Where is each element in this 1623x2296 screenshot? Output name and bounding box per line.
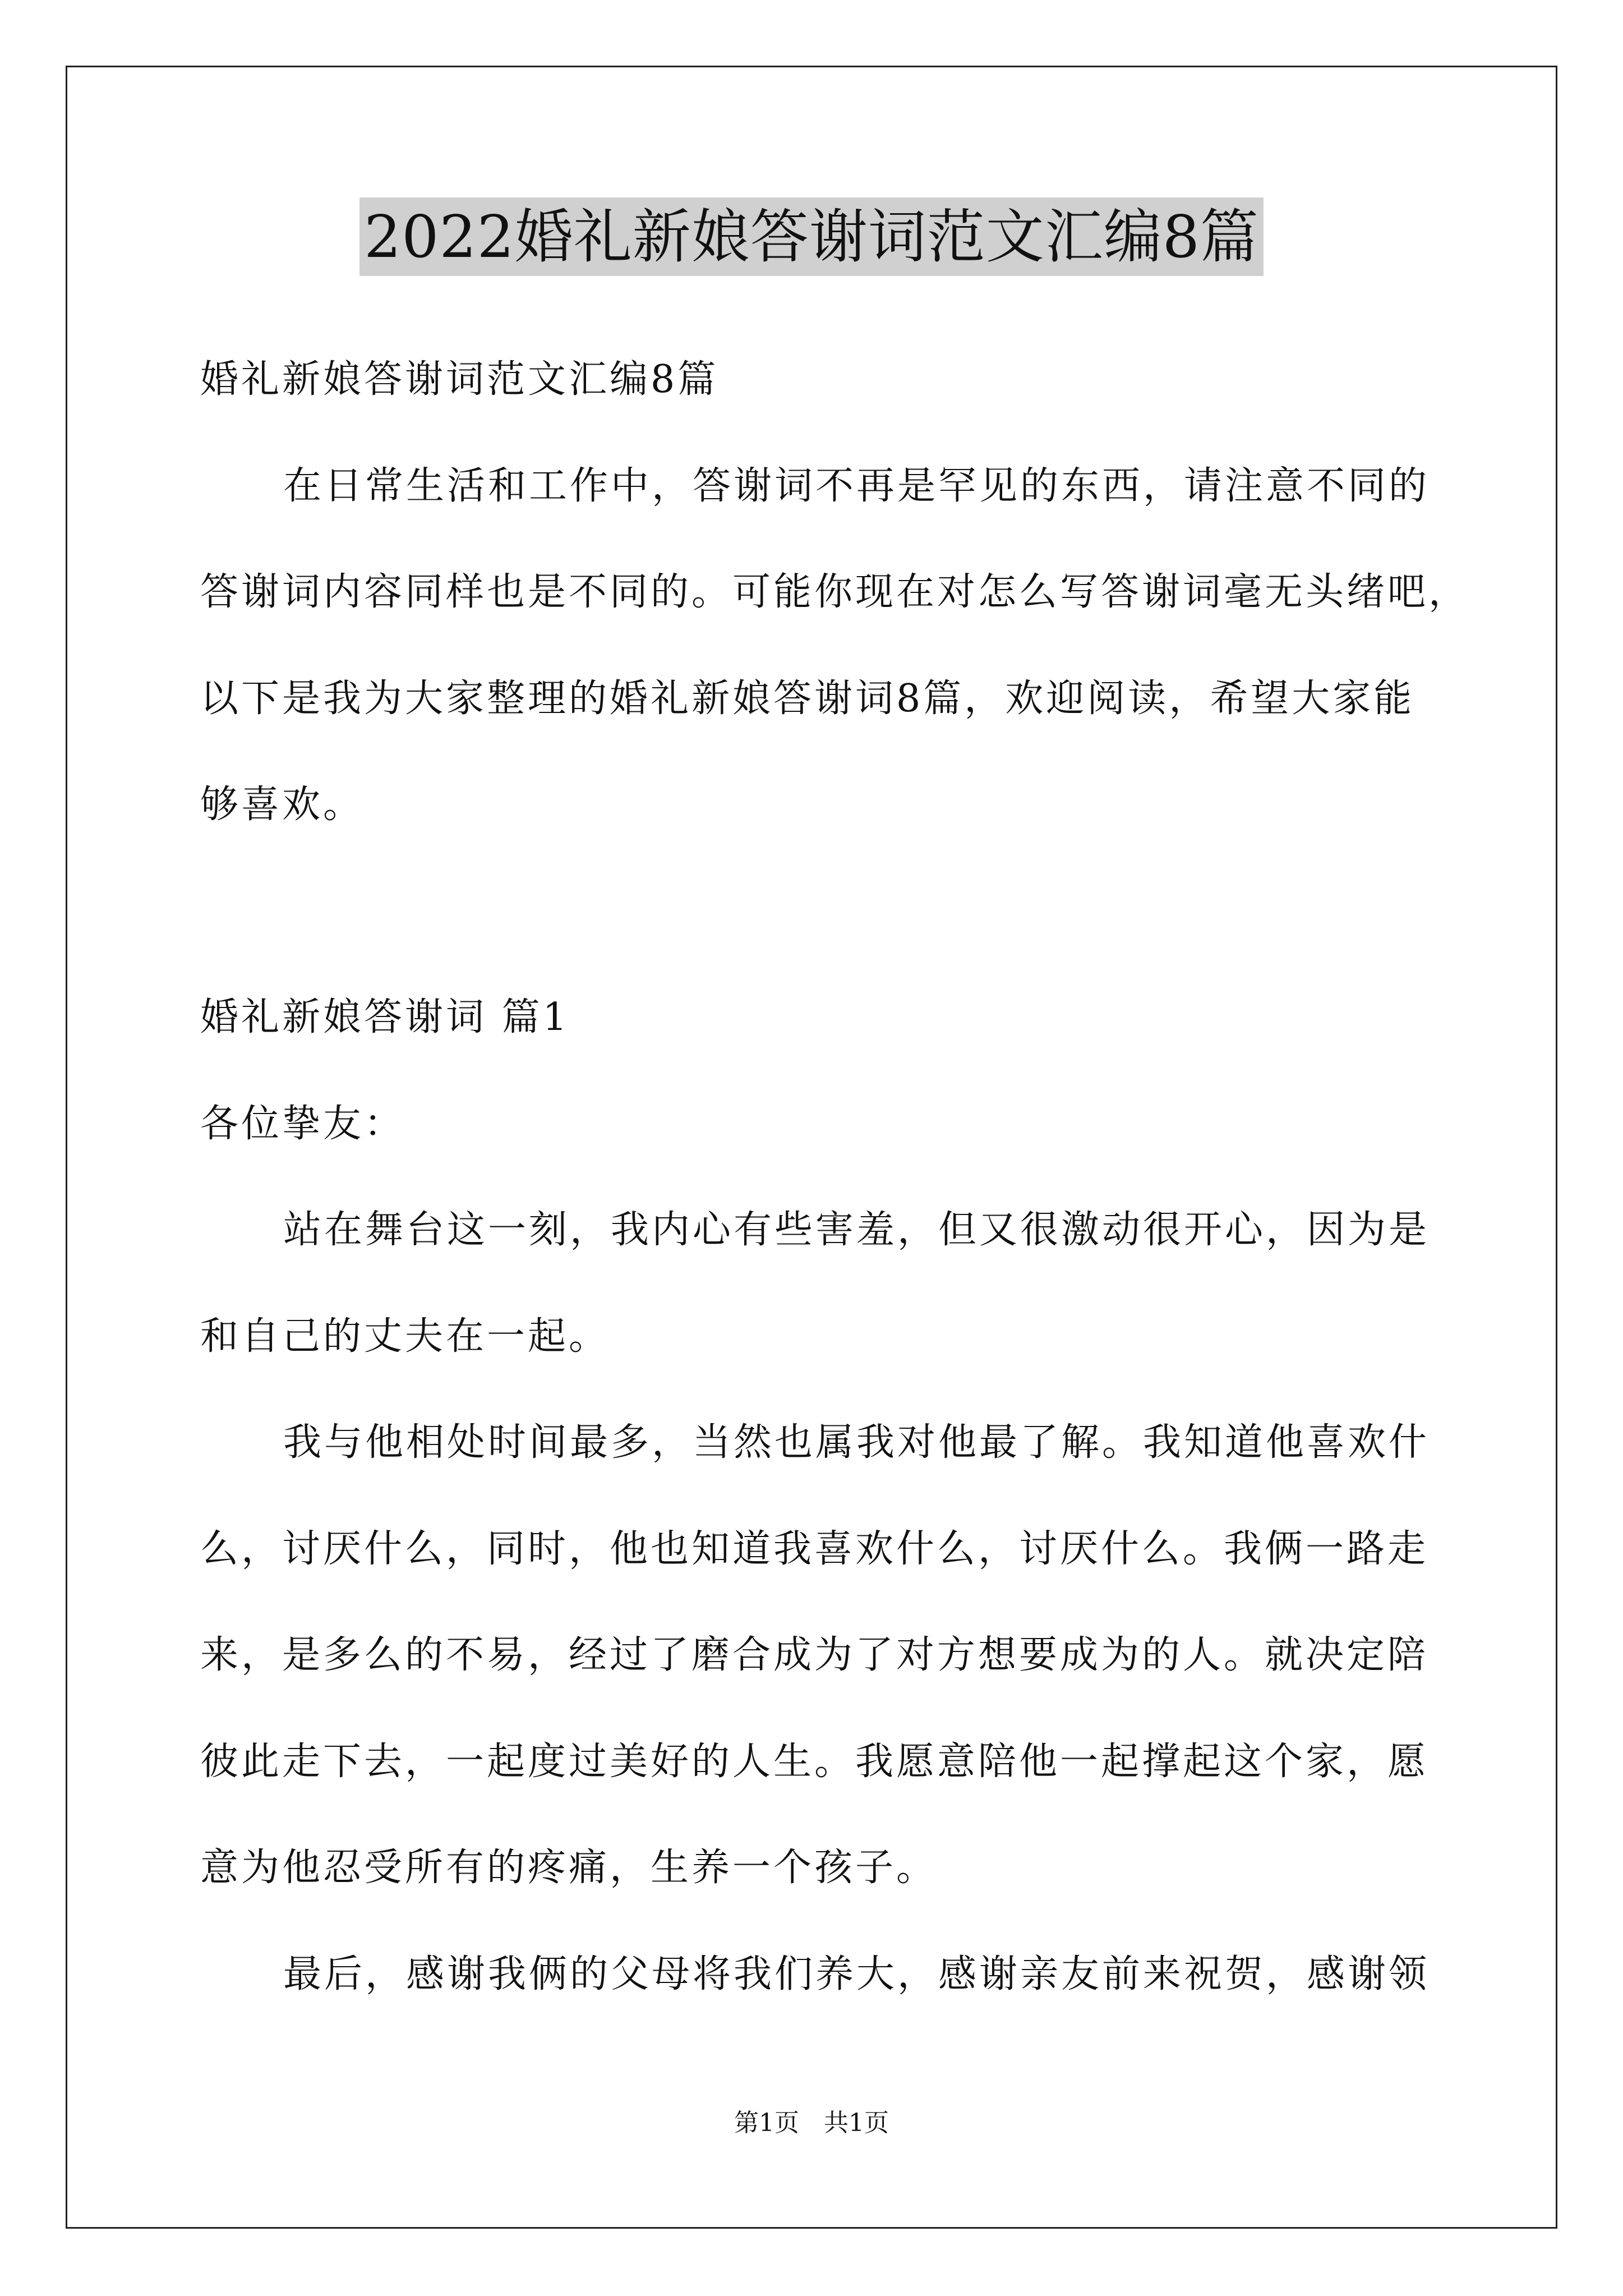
body-line: 答谢词内容同样也是不同的。可能你现在对怎么写答谢词毫无头绪吧， bbox=[200, 570, 1470, 614]
body-line: 最后，感谢我俩的父母将我们养大，感谢亲友前来祝贺，感谢领 bbox=[283, 1952, 1430, 1996]
title-container bbox=[0, 197, 1623, 276]
section-heading: 婚礼新娘答谢词 篇1 bbox=[200, 995, 570, 1039]
subtitle-line: 婚礼新娘答谢词范文汇编8篇 bbox=[200, 357, 719, 402]
body-line: 站在舞台这一刻，我内心有些害羞，但又很激动很开心，因为是 bbox=[283, 1208, 1430, 1252]
body-line: 我与他相处时间最多，当然也属我对他最了解。我知道他喜欢什 bbox=[283, 1420, 1430, 1465]
body-line: 够喜欢。 bbox=[200, 783, 365, 827]
body-line: 意为他忍受所有的疼痛，生养一个孩子。 bbox=[200, 1846, 938, 1890]
body-line: 以下是我为大家整理的婚礼新娘答谢词8篇，欢迎阅读，希望大家能 bbox=[200, 677, 1415, 721]
body-line: 彼此走下去，一起度过美好的人生。我愿意陪他一起撑起这个家，愿 bbox=[200, 1740, 1429, 1784]
body-line: 来，是多么的不易，经过了磨合成为了对方想要成为的人。就决定陪 bbox=[200, 1633, 1429, 1677]
page-footer: 第1页 共1页 bbox=[734, 2109, 889, 2137]
salutation-line: 各位挚友： bbox=[200, 1102, 405, 1146]
document-title: 2022婚礼新娘答谢词范文汇编8篇 bbox=[359, 197, 1264, 276]
body-line: 在日常生活和工作中，答谢词不再是罕见的东西，请注意不同的 bbox=[283, 464, 1430, 508]
body-line: 么，讨厌什么，同时，他也知道我喜欢什么，讨厌什么。我俩一路走 bbox=[200, 1527, 1429, 1571]
body-line: 和自己的丈夫在一起。 bbox=[200, 1314, 610, 1359]
